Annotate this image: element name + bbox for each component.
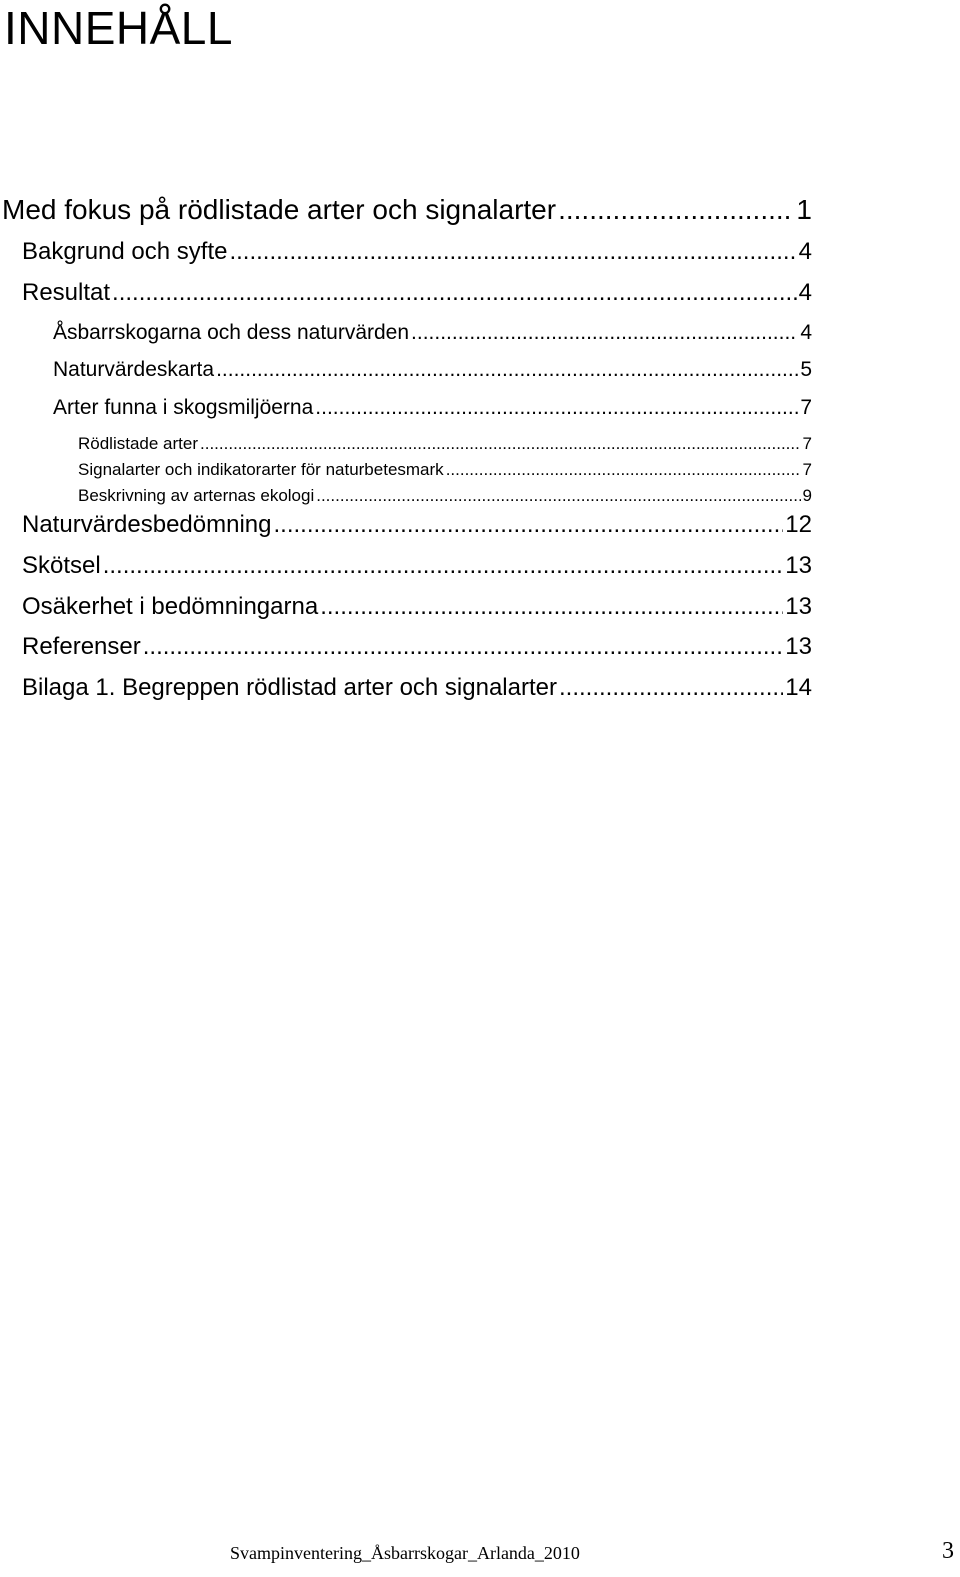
toc-leader-dots [112,277,797,309]
toc-leader-dots [411,319,798,347]
toc-leader-dots [446,458,801,482]
toc-leader-dots [216,356,798,384]
toc-entry-title: Bilaga 1. Begreppen rödlistad arter och signalarter [22,674,557,701]
toc-entry-title: Naturvärdesbedömning [22,511,272,538]
toc-leader-dots [559,672,783,704]
toc-entry-page: 12 [785,511,812,538]
toc-entry[interactable] [22,236,812,268]
toc-entry-title: Rödlistade arter [78,434,199,453]
footer-document-name: Svampinventering_Åsbarrskogar_Arlanda_2010 [230,1543,580,1563]
toc-leader-dots [273,509,783,541]
toc-entry-page: 4 [800,321,812,344]
toc-entry[interactable] [78,458,812,482]
footer-page-number: 3 [942,1538,954,1564]
toc-entry-title: Resultat [22,279,111,306]
toc-entry-title: Åsbarrskogarna och dess naturvärden [53,321,410,344]
toc-entry[interactable] [78,484,812,508]
toc-entry-page: 9 [802,486,812,505]
toc-entry-page: 7 [802,460,812,479]
toc-leader-dots [143,631,784,663]
toc-entry-title: Med fokus på rödlistade arter och signalarter [2,194,557,225]
toc-leader-dots [315,394,798,422]
toc-entry-page: 5 [800,358,812,381]
toc-leader-dots [558,192,794,228]
toc-entry-page: 7 [800,396,812,419]
toc-entry[interactable] [53,319,812,347]
toc-leader-dots [320,591,783,623]
toc-entry-title: Naturvärdeskarta [53,358,215,381]
toc-entry-title: Skötsel [22,552,101,579]
toc-entry-page: 14 [785,674,812,701]
toc-entry[interactable] [53,356,812,384]
toc-leader-dots [200,432,801,456]
toc-entry-title: Beskrivning av arternas ekologi [78,486,315,505]
toc-entry[interactable] [53,394,812,422]
toc-entry-title: Referenser [22,633,141,660]
toc-leader-dots [229,236,796,268]
toc-entry-title: Arter funna i skogsmiljöerna [53,396,314,419]
toc-entry[interactable] [22,631,812,663]
toc-entry-page: 13 [785,552,812,579]
toc-entry-page: 7 [802,434,812,453]
toc-leader-dots [103,550,784,582]
toc-entry-page: 13 [785,633,812,660]
toc-entry-page: 4 [798,238,812,265]
toc-entry[interactable] [22,550,812,582]
toc-entry-title: Signalarter och indikatorarter för naturbetesmark [78,460,444,479]
toc-entry-page: 4 [798,279,812,306]
toc-entry[interactable] [22,509,812,541]
toc-entry-title: Osäkerhet i bedömningarna [22,593,319,620]
toc-entry[interactable] [22,672,812,704]
toc-entry-title: Bakgrund och syfte [22,238,228,265]
toc-entry-page: 1 [796,194,812,225]
toc-entry[interactable] [22,591,812,623]
toc-entry[interactable] [22,277,812,309]
toc-entry-page: 13 [785,593,812,620]
toc-entry[interactable] [78,432,812,456]
toc-entry[interactable] [2,192,812,228]
page-title: INNEHÅLL [4,2,233,54]
toc-leader-dots [316,484,800,508]
